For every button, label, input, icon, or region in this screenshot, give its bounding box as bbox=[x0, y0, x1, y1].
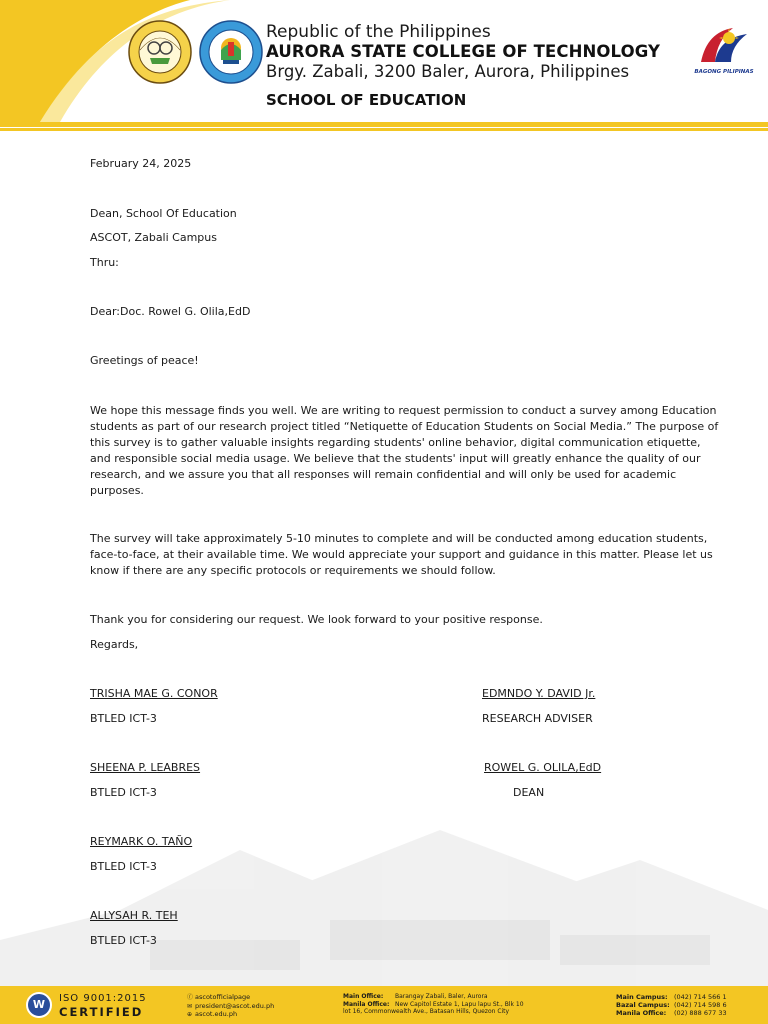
signatory-role-2: BTLED ICT-3 bbox=[90, 786, 157, 799]
salutation: Dear:Doc. Rowel G. Olila,EdD bbox=[90, 305, 251, 318]
header-rule-bottom bbox=[0, 128, 768, 131]
facebook-icon: ⓕ bbox=[187, 994, 194, 1001]
footer-phone-main: Main Campus: (042) 714 566 1 bbox=[616, 993, 727, 1001]
republic-line: Republic of the Philippines bbox=[266, 22, 491, 42]
signatory-name-2: SHEENA P. LEABRES bbox=[90, 761, 201, 774]
footer-manila-office: Manila Office: New Capitol Estate 1, Lapu lapu St., Blk 10 bbox=[343, 1000, 524, 1008]
header-rule-top bbox=[0, 122, 768, 127]
ascot-seal-logo bbox=[128, 20, 192, 84]
bagong-pilipinas-emblem-icon bbox=[693, 22, 755, 66]
header-letterhead bbox=[266, 22, 660, 82]
signatory-name-3: REYMARK O. TAÑO bbox=[90, 835, 193, 848]
letter-date: February 24, 2025 bbox=[90, 157, 192, 170]
college-name: AURORA STATE COLLEGE OF TECHNOLOGY bbox=[266, 42, 661, 61]
footer-contacts bbox=[187, 993, 274, 1019]
dean-role: DEAN bbox=[513, 786, 545, 799]
adviser-role: RESEARCH ADVISER bbox=[482, 712, 593, 725]
recipient-line-3: Thru: bbox=[90, 256, 119, 269]
bagong-pilipinas-logo bbox=[693, 22, 755, 75]
school-of-education-seal-logo bbox=[199, 20, 263, 84]
signatory-role-3: BTLED ICT-3 bbox=[90, 860, 157, 873]
footer-email[interactable]: ✉ president@ascot.edu.ph bbox=[187, 1001, 275, 1010]
regards: Regards, bbox=[90, 638, 139, 651]
footer-main-office: Main Office: Barangay Zabali, Baler, Aurora bbox=[343, 993, 488, 1000]
adviser-name: EDMNDO Y. DAVID Jr. bbox=[482, 687, 596, 700]
campus-building-watermark bbox=[0, 790, 768, 990]
signatory-name-4: ALLYSAH R. TEH bbox=[90, 909, 178, 922]
globe-icon: ⊕ bbox=[187, 1011, 193, 1018]
recipient-line-2: ASCOT, Zabali Campus bbox=[90, 231, 217, 244]
email-icon: ✉ bbox=[187, 1002, 193, 1010]
iso-certification-badge-icon bbox=[26, 992, 52, 1018]
greeting: Greetings of peace! bbox=[90, 354, 199, 367]
college-address: Brgy. Zabali, 3200 Baler, Aurora, Philippines bbox=[266, 62, 630, 81]
signatory-role-1: BTLED ICT-3 bbox=[90, 712, 157, 725]
body-paragraph-2: The survey will take approximately 5-10 minutes to complete and will be conducted among education students, face-to-face, at their available time. We would appreciate your support and guidance in this matter. Please let us know if there are any specific protocols or requirements we should follow. bbox=[90, 532, 713, 577]
iso-standard: ISO 9001:2015 bbox=[59, 993, 147, 1004]
school-name: SCHOOL OF EDUCATION bbox=[266, 91, 467, 109]
recipient-line-1: Dean, School Of Education bbox=[90, 207, 237, 220]
footer-phones bbox=[616, 993, 727, 1017]
footer-website[interactable]: ⊕ ascot.edu.ph bbox=[187, 1010, 238, 1018]
footer-facebook[interactable]: ⓕ ascotofficialpage bbox=[187, 993, 251, 1001]
signatory-name-1: TRISHA MAE G. CONOR bbox=[90, 687, 218, 700]
bagong-pilipinas-text: BAGONG PILIPINAS bbox=[694, 69, 754, 75]
footer-manila-office-cont: lot 16, Commonwealth Ave., Batasan Hills, Quezon City bbox=[343, 1008, 510, 1015]
footer-bar bbox=[0, 986, 768, 1024]
header-gold-swoosh bbox=[0, 0, 230, 130]
body-paragraph-1: We hope this message finds you well. We are writing to request permission to conduct a survey among Education students as part of our research project titled “Netiquette of Education Students on Social Media.” The purpose of this survey is to gather valuable insights regarding students' online behavior, digital communication etiquette, and responsible social media usage. We believe that the students' input will greatly enhance the quality of our research, and we assure you that all responses will remain confidential and will only be used for academic purposes. bbox=[90, 404, 719, 497]
dean-name: ROWEL G. OLILA,EdD bbox=[484, 761, 602, 774]
footer-addresses bbox=[343, 993, 524, 1016]
footer-phone-manila: Manila Office: (02) 888 677 33 bbox=[616, 1009, 727, 1017]
signatory-role-4: BTLED ICT-3 bbox=[90, 934, 157, 947]
iso-certified: CERTIFIED bbox=[59, 1005, 144, 1019]
footer-phone-bazal: Bazal Campus: (042) 714 598 6 bbox=[616, 1001, 727, 1009]
closing-line: Thank you for considering our request. We look forward to your positive response. bbox=[90, 613, 543, 626]
